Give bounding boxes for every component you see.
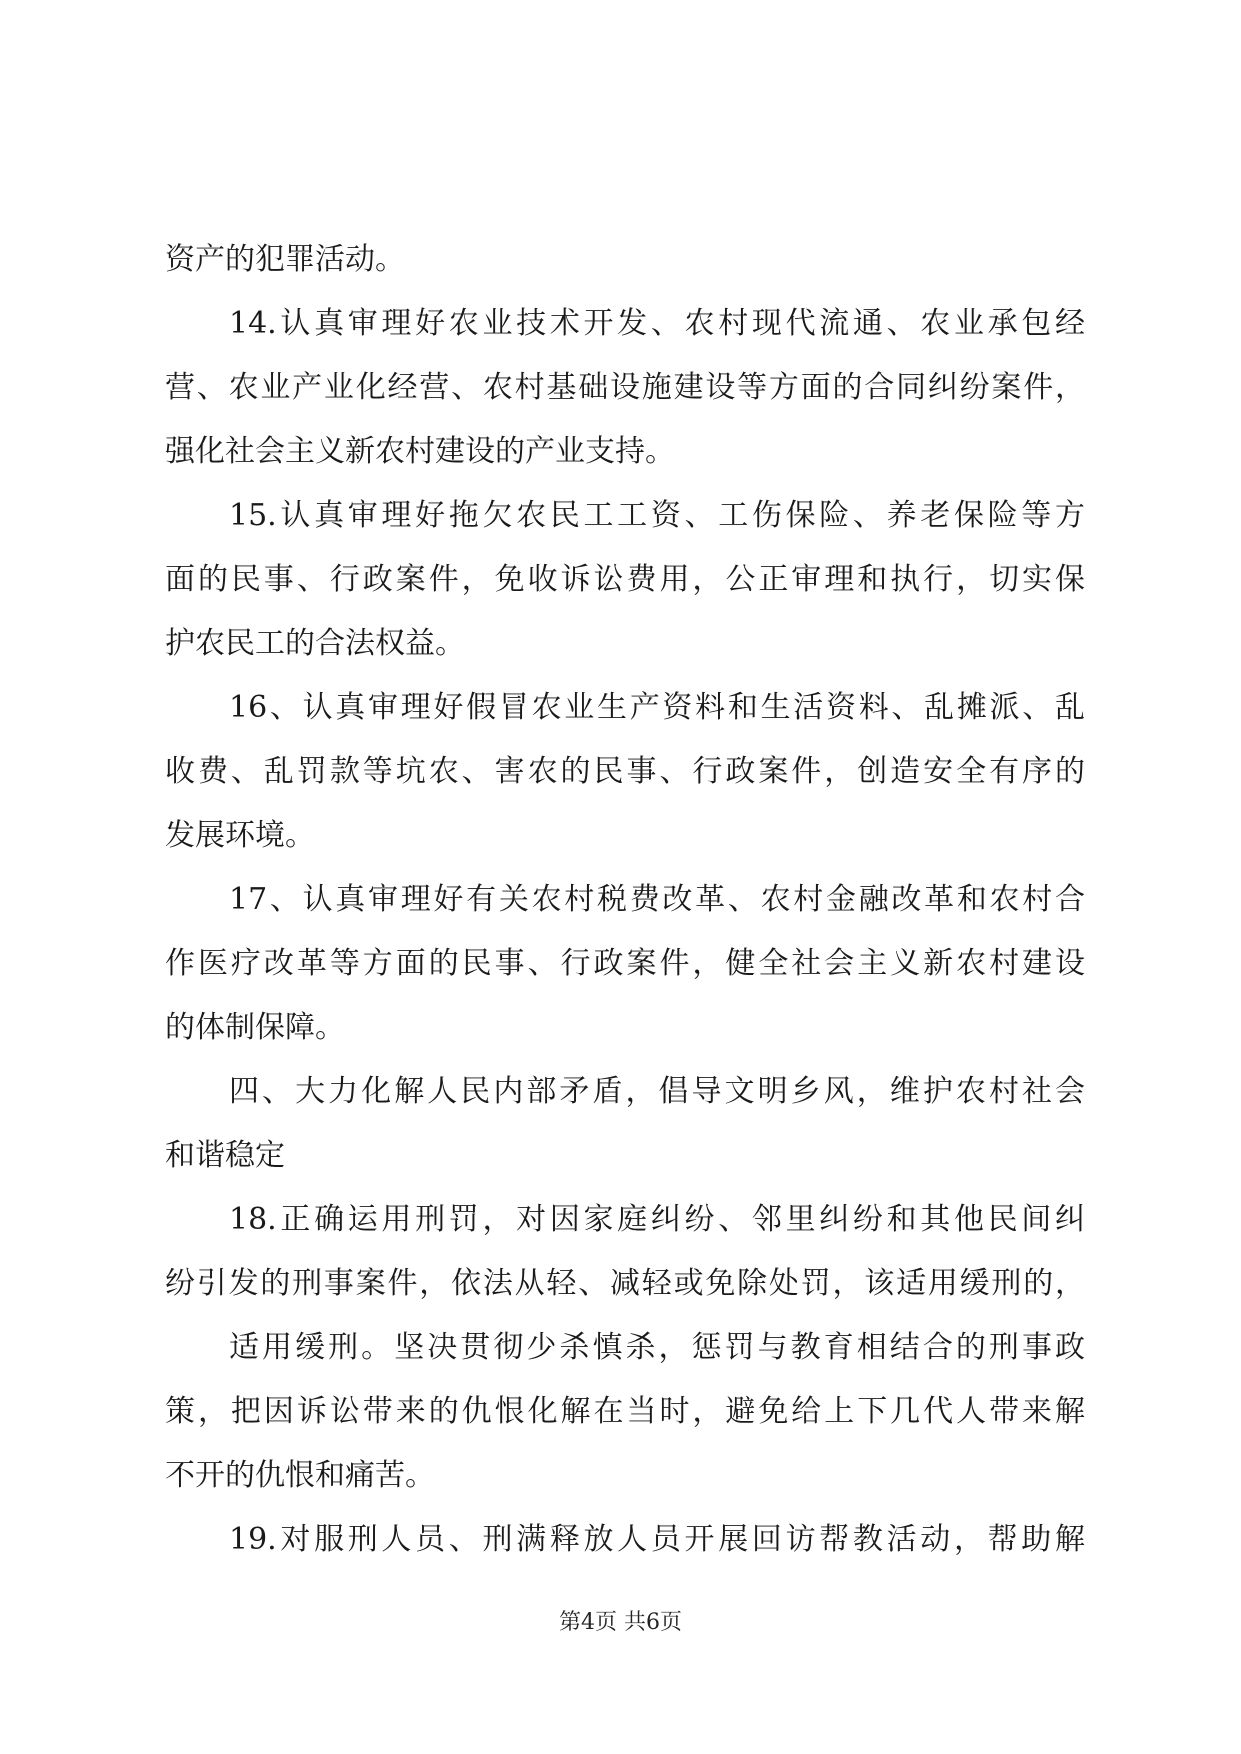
text-line: 策，把因诉讼带来的仇恨化解在当时，避免给上下几代人带来解 — [165, 1394, 1085, 1429]
text-line: 纷引发的刑事案件，依法从轻、减轻或免除处罚，该适用缓刑的， — [165, 1266, 1085, 1301]
text-line: 发展环境。 — [165, 818, 315, 853]
text-line: 营、农业产业化经营、农村基础设施建设等方面的合同纠纷案件， — [165, 370, 1085, 405]
text-line: 强化社会主义新农村建设的产业支持。 — [165, 434, 675, 469]
text-line: 19.对服刑人员、刑满释放人员开展回访帮教活动，帮助解 — [229, 1522, 1085, 1557]
text-line: 不开的仇恨和痛苦。 — [165, 1458, 435, 1493]
text-line: 作医疗改革等方面的民事、行政案件，健全社会主义新农村建设 — [165, 946, 1085, 981]
text-line: 收费、乱罚款等坑农、害农的民事、行政案件，创造安全有序的 — [165, 754, 1085, 789]
document-body — [165, 228, 1085, 1572]
text-line: 16、认真审理好假冒农业生产资料和生活资料、乱摊派、乱 — [229, 690, 1085, 725]
text-line: 14.认真审理好农业技术开发、农村现代流通、农业承包经 — [229, 306, 1085, 341]
text-line: 17、认真审理好有关农村税费改革、农村金融改革和农村合 — [229, 882, 1085, 917]
text-line: 资产的犯罪活动。 — [165, 242, 405, 277]
text-line: 四、大力化解人民内部矛盾，倡导文明乡风，维护农村社会 — [229, 1074, 1085, 1109]
text-line: 的体制保障。 — [165, 1010, 345, 1045]
text-line: 18.正确运用刑罚，对因家庭纠纷、邻里纠纷和其他民间纠 — [229, 1202, 1085, 1237]
text-line: 面的民事、行政案件，免收诉讼费用，公正审理和执行，切实保 — [165, 562, 1085, 597]
text-line: 和谐稳定 — [165, 1138, 285, 1173]
text-line: 15.认真审理好拖欠农民工工资、工伤保险、养老保险等方 — [229, 498, 1085, 533]
text-line: 护农民工的合法权益。 — [165, 626, 465, 661]
page-footer: 第4页 共6页 — [559, 1610, 682, 1635]
text-line: 适用缓刑。坚决贯彻少杀慎杀，惩罚与教育相结合的刑事政 — [229, 1330, 1085, 1365]
